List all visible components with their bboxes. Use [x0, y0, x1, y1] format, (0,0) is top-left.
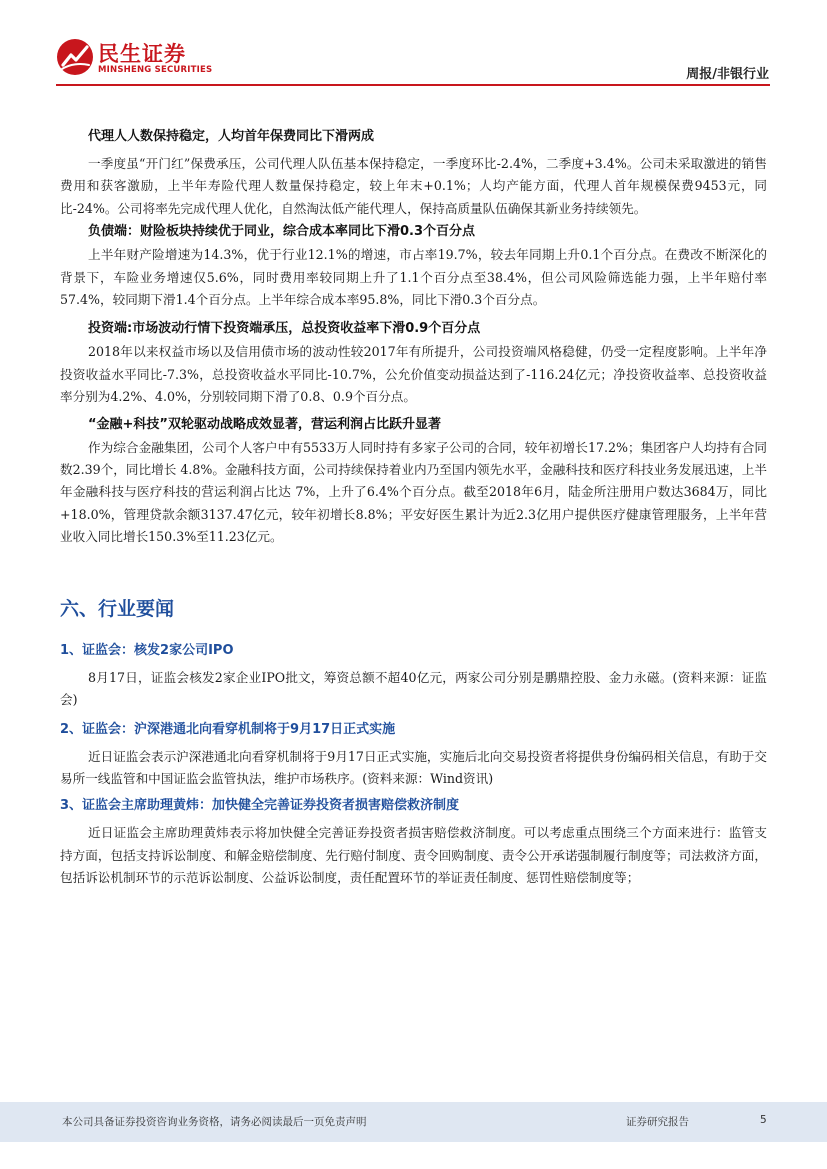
investment-paragraph: 2018年以来权益市场以及信用债市场的波动性较2017年有所提升，公司投资端风格稳健，仍受一定程度影响。上半年净投资收益水平同比-7.3%，总投资收益水平同比-10.7%，公允价值变动损益达到了-116.24亿元；净投资收益率、总投资收益率分别为4.2%、4.0%，分别较同期下滑了0.8、0.9个百分点。	[60, 344, 767, 405]
footer-disclaimer: 本公司具备证券投资咨询业务资格，请务必阅读最后一页免责声明	[62, 1116, 367, 1128]
minsheng-logo	[56, 38, 213, 78]
header-divider	[56, 84, 770, 86]
agent-paragraph: 一季度虽“开门红”保费承压，公司代理人队伍基本保持稳定，一季度环比-2.4%，二季度+3.4%。公司未采取激进的销售费用和获客激励，上半年寿险代理人数量保持稳定，较上年末+0.1%；人均产能方面，代理人首年规模保费9453元，同比-24%。公司将率先完成代理人优化，自然淘汰低产能代理人，保持高质量队伍确保其新业务持续领先。	[60, 156, 767, 216]
news-text-2: 近日证监会表示沪深港通北向看穿机制将于9月17日正式实施，实施后北向交易投资者将提供身份编码相关信息，有助于交易所一线监管和中国证监会监管执法，维护市场秩序。(资料来源：Wind资讯)	[60, 748, 767, 786]
page-number: 5	[760, 1114, 767, 1126]
news-title-1: 1、证监会：核发2家公司IPO	[60, 642, 234, 658]
news-title-2: 2、证监会：沪深港通北向看穿机制将于9月17日正式实施	[60, 721, 396, 737]
news-title-3: 3、证监会主席助理黄炜：加快健全完善证券投资者损害赔偿救济制度	[60, 798, 460, 814]
report-body	[60, 125, 767, 890]
news-text-3: 近日证监会主席助理黄炜表示将加快健全完善证券投资者损害赔偿救济制度。可以考虑重点围绕三个方面来进行：监管支持方面，包括支持诉讼制度、和解金赔偿制度、先行赔付制度、责令回购制度、责令公开承诺强制履行制度等；司法救济方面，包括诉讼机制环节的示范诉讼制度、公益诉讼制度，责任配置环节的举证责任制度、惩罚性赔偿制度等；	[60, 825, 767, 886]
report-type-label: 周报/非银行业	[686, 67, 769, 82]
investment-heading: 投资端:市场波动行情下投资端承压，总投资收益率下滑0.9个百分点	[88, 321, 481, 337]
news-text-1: 8月17日，证监会核发2家企业IPO批文，筹资总额不超40亿元，两家公司分别是鹏鼎控股、金力永磁。(资料来源：证监会)	[60, 669, 767, 708]
page-header	[0, 0, 827, 86]
minsheng-logo-icon	[56, 38, 94, 76]
fintech-paragraph: 作为综合金融集团，公司个人客户中有5533万人同时持有多家子公司的合同，较年初增长17.2%；集团客户人均持有合同数2.39个，同比增长 4.8%。金融科技方面，公司持续保持着业内乃至国内领先水平，金融科技和医疗科技业务发展迅速，上半年金融科技与医疗科技的营运利润占比达 7%，上升了6.4%个百分点。截至2018年6月，陆金所注册用户数达3684万，同比+18.0%，管理贷款余额3137.47亿元，较年初增长8.8%；平安好医生累计为近2.3亿用户提供医疗健康管理服务，上半年营业收入同比增长150.3%至11.23亿元。	[60, 439, 767, 545]
logo-english-name: MINSHENG SECURITIES	[98, 65, 213, 75]
fintech-heading: “金融+科技”双轮驱动战略成效显著，营运利润占比跃升显著	[88, 416, 441, 432]
page-footer	[0, 1102, 827, 1142]
footer-report-label: 证券研究报告	[626, 1116, 689, 1128]
liability-paragraph: 上半年财产险增速为14.3%，优于行业12.1%的增速，市占率19.7%，较去年同期上升0.1个百分点。在费改不断深化的背景下，车险业务增速仅5.6%，同时费用率较同期上升了1.1个百分点至38.4%，但公司风险筛选能力强，上半年赔付率57.4%，较同期下滑1.4个百分点。上半年综合成本率95.8%，同比下滑0.3个百分点。	[60, 247, 767, 308]
logo-chinese-name: 民生证券	[98, 42, 186, 66]
liability-heading: 负债端：财险板块持续优于同业，综合成本率同比下滑0.3个百分点	[88, 224, 476, 240]
agent-heading: 代理人人数保持稳定，人均首年保费同比下滑两成	[88, 129, 375, 144]
section-title-industry-news: 六、行业要闻	[60, 597, 175, 620]
